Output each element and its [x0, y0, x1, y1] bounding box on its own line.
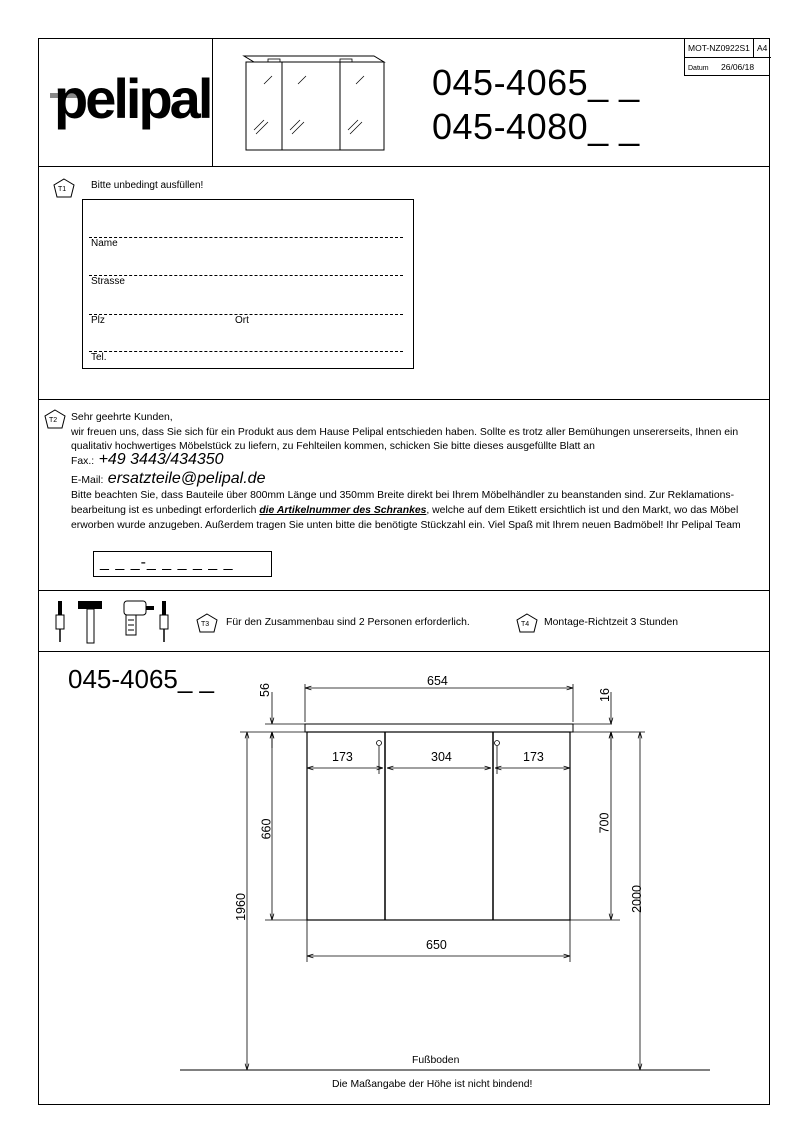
dim-top-width: 654 [427, 674, 448, 688]
dim-height-total-left: 1960 [233, 893, 248, 921]
article-number-placeholder: _ _ _-_ _ _ _ _ _ [100, 554, 234, 571]
dim-bottom-width: 650 [426, 938, 447, 952]
product-number-2: 045-4080_ _ [432, 106, 640, 147]
divider-notice [38, 590, 770, 591]
screwdriver-icon [56, 601, 64, 642]
email-row [71, 470, 265, 488]
doc-code: MOT-NZ0922S1 [688, 43, 750, 53]
notice-line4-emph: die Artikelnummer des Schrankes [259, 505, 427, 516]
notice-line4 [71, 503, 738, 518]
doc-code-box [684, 38, 770, 76]
email-label: E-Mail: [71, 475, 104, 486]
hammer-icon [78, 601, 102, 643]
phone-line[interactable] [89, 351, 403, 352]
t2-badge-label: T2 [49, 417, 58, 424]
drawing-model-number: 045-4065_ _ [68, 664, 215, 694]
notice-line3: Bitte beachten Sie, dass Bauteile über 800mm Länge und 350mm Breite direkt bei Ihrem Möbelhändler zu beanstanden sind. Zur Reklamations- [71, 490, 735, 501]
dim-door-mid: 304 [431, 750, 452, 764]
dim-door-right: 173 [523, 750, 544, 764]
t3-badge-label: T3 [201, 621, 210, 628]
dim-right-top: 16 [597, 688, 612, 702]
divider-form [38, 399, 770, 400]
fax-row [71, 451, 224, 469]
date-value: 26/06/18 [721, 62, 755, 72]
logo-text: pelipal [54, 67, 211, 130]
email-value: ersatzteile@pelipal.de [107, 470, 266, 487]
dim-height-left: 660 [259, 818, 274, 840]
divider-header [38, 166, 770, 167]
street-label: Strasse [91, 276, 125, 287]
date-label: Datum [688, 65, 709, 72]
height-footnote: Die Maßangabe der Höhe ist nicht bindend! [332, 1079, 533, 1090]
divider-logo [212, 38, 213, 166]
screwdriver-2-icon [160, 601, 168, 642]
t4-badge-label: T4 [521, 621, 530, 628]
form-instruction: Bitte unbedingt ausfüllen! [91, 180, 204, 191]
dim-height-total-right: 2000 [629, 885, 644, 913]
street-line[interactable] [89, 275, 403, 276]
phone-label: Tel. [91, 352, 107, 363]
cabinet-thumbnail [238, 50, 388, 154]
notice-line2: qualitativ hochwertiges Möbelstück zu liefern, zu Fehlteilen kommen, schicken Sie bitte dieses ausgefüllte Blatt an [71, 441, 595, 452]
drill-icon [124, 601, 154, 635]
product-number-1: 045-4065_ _ [432, 62, 640, 103]
notice-line4-pre: bearbeitung ist es unbedingt erforderlich [71, 505, 260, 516]
fax-value: +49 3443/434350 [98, 451, 224, 468]
name-label: Name [91, 238, 118, 249]
t3-text: Für den Zusammenbau sind 2 Personen erforderlich. [226, 617, 470, 628]
dim-door-left: 173 [332, 750, 353, 764]
t4-text: Montage-Richtzeit 3 Stunden [544, 617, 679, 628]
dim-left-top: 56 [257, 683, 272, 697]
technical-drawing [0, 652, 808, 1102]
zip-label: Plz [91, 315, 105, 326]
fax-label: Fax.: [71, 456, 95, 467]
contact-form [82, 199, 414, 369]
floor-label: Fußboden [412, 1055, 460, 1066]
dim-height-right: 700 [597, 812, 612, 834]
logo [46, 67, 211, 138]
notice-line4-post: , welche auf dem Etikett ersichtlich ist und den Markt, wo das Möbel [426, 505, 739, 516]
notice-line5: erworben wurde anzugeben. Außerdem tragen Sie unten bitte die benötigte Stückzahl ein. Viel Spaß mit Ihrem neuen Badmöbel! Ihr Pelipal Team [71, 520, 741, 531]
paper-size: A4 [757, 43, 768, 53]
t1-badge-label: T1 [58, 186, 67, 193]
notice-greeting: Sehr geehrte Kunden, [71, 412, 173, 423]
city-label: Ort [235, 315, 249, 326]
tools-icons [48, 598, 188, 646]
article-number-box[interactable] [93, 551, 272, 577]
notice-line1: wir freuen uns, dass Sie sich für ein Produkt aus dem Hause Pelipal entschieden haben. Sollte es trotz aller Bemühungen unsererseits, Ihnen ein [71, 427, 739, 438]
name-line[interactable] [89, 237, 403, 238]
